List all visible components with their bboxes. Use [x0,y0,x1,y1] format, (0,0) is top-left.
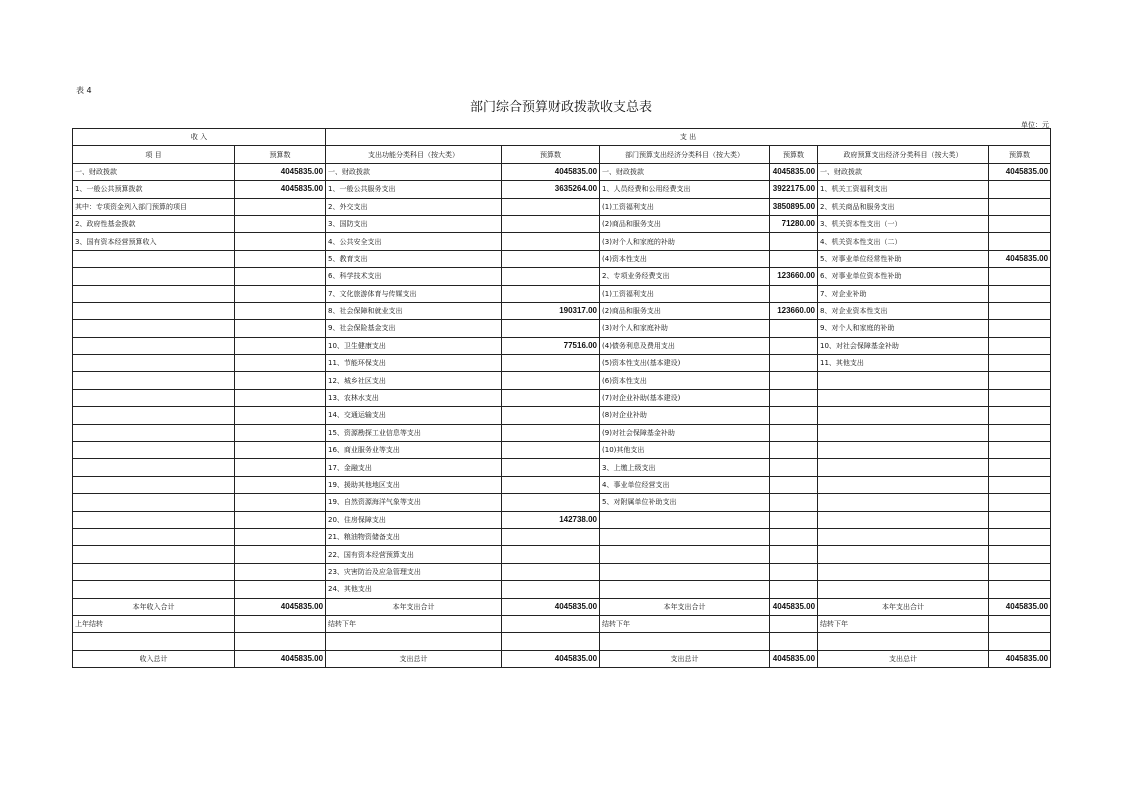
item-cell: 23、灾害防治及应急管理支出 [326,563,502,580]
item-cell: 结转下年 [326,615,502,632]
amount-cell [770,285,818,302]
amount-cell [770,355,818,372]
amount-cell: 4045835.00 [989,598,1051,615]
amount-cell [502,407,600,424]
amount-cell: 123660.00 [770,268,818,285]
amount-cell [770,250,818,267]
amount-cell [235,581,326,598]
blank-row [73,633,1051,650]
item-cell: 8、社会保障和就业支出 [326,302,502,319]
amount-cell [989,372,1051,389]
item-cell [73,528,235,545]
col-header-dept-econ: 部门预算支出经济分类科目（按大类） [600,146,770,163]
header-columns-row [73,146,1051,163]
amount-cell [989,511,1051,528]
amount-cell [989,233,1051,250]
header-group-row [73,129,1051,146]
empty-cell [989,633,1051,650]
amount-cell [235,459,326,476]
amount-cell [235,528,326,545]
amount-cell [235,250,326,267]
item-cell: 本年支出合计 [818,598,989,615]
item-cell [600,511,770,528]
empty-cell [770,633,818,650]
item-cell: 7、对企业补助 [818,285,989,302]
item-cell: 一、财政拨款 [73,163,235,180]
amount-cell [502,268,600,285]
amount-cell: 4045835.00 [770,598,818,615]
amount-cell [235,372,326,389]
item-cell: 2、政府性基金拨款 [73,215,235,232]
item-cell: 一、财政拨款 [600,163,770,180]
amount-cell [770,320,818,337]
amount-cell [989,181,1051,198]
amount-cell [502,459,600,476]
item-cell [73,320,235,337]
item-cell [73,476,235,493]
amount-cell: 4045835.00 [502,598,600,615]
amount-cell [989,615,1051,632]
amount-cell [989,424,1051,441]
table-row [73,372,1051,389]
item-cell: 结转下年 [600,615,770,632]
amount-cell [502,250,600,267]
item-cell: 6、对事业单位资本性补助 [818,268,989,285]
item-cell: 支出总计 [326,650,502,667]
empty-cell [502,633,600,650]
item-cell: (5)资本性支出(基本建设) [600,355,770,372]
amount-cell: 4045835.00 [770,163,818,180]
amount-cell: 4045835.00 [235,181,326,198]
item-cell [73,563,235,580]
amount-cell [989,337,1051,354]
page-title: 部门综合预算财政拨款收支总表 [469,100,652,115]
amount-cell [502,424,600,441]
amount-cell [989,198,1051,215]
table-row [73,528,1051,545]
amount-cell [989,442,1051,459]
amount-cell [235,511,326,528]
amount-cell [989,494,1051,511]
table-row [73,442,1051,459]
income-header: 收 入 [73,129,326,146]
amount-cell [235,268,326,285]
empty-cell [235,633,326,650]
amount-cell: 123660.00 [770,302,818,319]
amount-cell: 142738.00 [502,511,600,528]
item-cell: 1、一般公共服务支出 [326,181,502,198]
amount-cell [235,407,326,424]
col-header-amount: 预算数 [235,146,326,163]
amount-cell [235,215,326,232]
item-cell [73,511,235,528]
amount-cell [770,511,818,528]
table-row [73,476,1051,493]
amount-cell [502,389,600,406]
item-cell [600,581,770,598]
empty-cell [326,633,502,650]
item-cell: 16、商业服务业等支出 [326,442,502,459]
amount-cell [989,268,1051,285]
item-cell: 3、机关资本性支出（一） [818,215,989,232]
amount-cell [502,215,600,232]
table-row [73,511,1051,528]
col-header-item: 项 目 [73,146,235,163]
item-cell: 上年结转 [73,615,235,632]
amount-cell [502,442,600,459]
amount-cell [235,494,326,511]
amount-cell [502,476,600,493]
item-cell [818,528,989,545]
amount-cell [235,233,326,250]
col-header-function: 支出功能分类科目（按大类） [326,146,502,163]
amount-cell: 4045835.00 [502,163,600,180]
table-row [73,198,1051,215]
amount-cell [502,372,600,389]
item-cell: (4)债务利息及费用支出 [600,337,770,354]
item-cell [73,442,235,459]
grand-total-row [73,650,1051,667]
amount-cell [770,546,818,563]
amount-cell: 4045835.00 [989,650,1051,667]
item-cell: 10、卫生健康支出 [326,337,502,354]
item-cell [73,355,235,372]
col-header-amount: 预算数 [502,146,600,163]
amount-cell: 4045835.00 [770,650,818,667]
item-cell: (4)资本性支出 [600,250,770,267]
amount-cell [502,563,600,580]
item-cell [73,250,235,267]
item-cell: 14、交通运输支出 [326,407,502,424]
table-row [73,563,1051,580]
item-cell: 11、其他支出 [818,355,989,372]
item-cell [73,372,235,389]
table-row [73,250,1051,267]
item-cell: (1)工资福利支出 [600,285,770,302]
item-cell [73,407,235,424]
item-cell [818,546,989,563]
item-cell: 3、国防支出 [326,215,502,232]
col-header-amount: 预算数 [770,146,818,163]
amount-cell [770,372,818,389]
item-cell: 9、社会保险基金支出 [326,320,502,337]
amount-cell [989,285,1051,302]
item-cell: (2)商品和服务支出 [600,302,770,319]
item-cell [73,546,235,563]
table-row [73,320,1051,337]
amount-cell [502,615,600,632]
amount-cell [770,389,818,406]
amount-cell [770,615,818,632]
amount-cell [989,320,1051,337]
item-cell [818,581,989,598]
amount-cell [770,494,818,511]
amount-cell [770,424,818,441]
item-cell: 24、其他支出 [326,581,502,598]
amount-cell [770,233,818,250]
item-cell: 8、对企业资本性支出 [818,302,989,319]
amount-cell [235,355,326,372]
item-cell: 19、自然资源海洋气象等支出 [326,494,502,511]
item-cell: 15、资源勘探工业信息等支出 [326,424,502,441]
amount-cell [989,476,1051,493]
table-row [73,389,1051,406]
item-cell [73,302,235,319]
amount-cell: 3922175.00 [770,181,818,198]
amount-cell [989,563,1051,580]
item-cell: 支出总计 [818,650,989,667]
item-cell: (7)对企业补助(基本建设) [600,389,770,406]
item-cell: 支出总计 [600,650,770,667]
table-row [73,337,1051,354]
item-cell [818,389,989,406]
amount-cell [502,285,600,302]
item-cell: 本年支出合计 [326,598,502,615]
item-cell: 13、农林水支出 [326,389,502,406]
amount-cell [770,581,818,598]
item-cell: 21、粮油物资储备支出 [326,528,502,545]
item-cell: 本年收入合计 [73,598,235,615]
item-cell [73,459,235,476]
unit-label: 单位：元 [1021,121,1049,129]
item-cell: 一、财政拨款 [818,163,989,180]
item-cell: 本年支出合计 [600,598,770,615]
item-cell: 20、住房保障支出 [326,511,502,528]
amount-cell [770,442,818,459]
item-cell: (1)工资福利支出 [600,198,770,215]
item-cell: 2、专项业务经费支出 [600,268,770,285]
amount-cell [235,337,326,354]
item-cell: 其中：专项资金列入部门预算的项目 [73,198,235,215]
table-row [73,459,1051,476]
amount-cell [989,459,1051,476]
item-cell: (2)商品和服务支出 [600,215,770,232]
table-number: 表 4 [76,86,92,95]
amount-cell [235,389,326,406]
item-cell [73,581,235,598]
item-cell: (6)资本性支出 [600,372,770,389]
item-cell: 3、上缴上级支出 [600,459,770,476]
col-header-gov-econ: 政府预算支出经济分类科目（按大类） [818,146,989,163]
item-cell [600,528,770,545]
amount-cell [235,198,326,215]
empty-cell [73,633,235,650]
item-cell: 结转下年 [818,615,989,632]
item-cell: 4、公共安全支出 [326,233,502,250]
item-cell [818,476,989,493]
amount-cell [770,407,818,424]
item-cell [600,546,770,563]
item-cell: (9)对社会保障基金补助 [600,424,770,441]
amount-cell [770,528,818,545]
amount-cell [502,355,600,372]
amount-cell [235,320,326,337]
amount-cell [502,233,600,250]
amount-cell [235,563,326,580]
table-row [73,181,1051,198]
item-cell: 4、事业单位经营支出 [600,476,770,493]
item-cell: 6、科学技术支出 [326,268,502,285]
table-row [73,494,1051,511]
item-cell: (3)对个人和家庭补助 [600,320,770,337]
amount-cell: 4045835.00 [989,163,1051,180]
amount-cell [235,442,326,459]
item-cell: 3、国有资本经营预算收入 [73,233,235,250]
amount-cell [989,581,1051,598]
item-cell [818,424,989,441]
amount-cell [502,528,600,545]
item-cell [73,285,235,302]
item-cell: 2、机关商品和服务支出 [818,198,989,215]
amount-cell: 4045835.00 [235,163,326,180]
col-header-amount: 预算数 [989,146,1051,163]
table-row [73,407,1051,424]
table-row [73,424,1051,441]
table-row [73,302,1051,319]
item-cell: 12、城乡社区支出 [326,372,502,389]
amount-cell [989,407,1051,424]
amount-cell [502,546,600,563]
empty-cell [818,633,989,650]
table-row [73,268,1051,285]
amount-cell [502,320,600,337]
item-cell [600,563,770,580]
item-cell: 11、节能环保支出 [326,355,502,372]
amount-cell [989,389,1051,406]
item-cell: 9、对个人和家庭的补助 [818,320,989,337]
amount-cell: 77516.00 [502,337,600,354]
table-row [73,581,1051,598]
amount-cell [235,424,326,441]
amount-cell: 4045835.00 [989,250,1051,267]
amount-cell [235,546,326,563]
amount-cell [235,302,326,319]
item-cell: 17、金融支出 [326,459,502,476]
amount-cell [502,198,600,215]
item-cell: 19、援助其他地区支出 [326,476,502,493]
item-cell: 5、教育支出 [326,250,502,267]
item-cell [73,389,235,406]
table-row [73,285,1051,302]
amount-cell [989,528,1051,545]
item-cell [818,442,989,459]
item-cell [818,372,989,389]
amount-cell [235,285,326,302]
amount-cell [989,302,1051,319]
item-cell [818,494,989,511]
item-cell: (3)对个人和家庭的补助 [600,233,770,250]
item-cell: 10、对社会保障基金补助 [818,337,989,354]
amount-cell [235,615,326,632]
item-cell: 4、机关资本性支出（二） [818,233,989,250]
item-cell: 1、机关工资福利支出 [818,181,989,198]
amount-cell [502,581,600,598]
item-cell [73,494,235,511]
item-cell [818,563,989,580]
amount-cell [502,494,600,511]
amount-cell [235,476,326,493]
item-cell: 1、一般公共预算拨款 [73,181,235,198]
amount-cell [989,546,1051,563]
amount-cell: 190317.00 [502,302,600,319]
item-cell [818,511,989,528]
amount-cell: 4045835.00 [502,650,600,667]
empty-cell [600,633,770,650]
item-cell [73,337,235,354]
item-cell: 2、外交支出 [326,198,502,215]
item-cell [818,459,989,476]
table-row [73,233,1051,250]
table-row [73,163,1051,180]
amount-cell [770,459,818,476]
amount-cell [989,215,1051,232]
item-cell: 5、对附属单位补助支出 [600,494,770,511]
item-cell: 22、国有资本经营预算支出 [326,546,502,563]
amount-cell: 4045835.00 [235,650,326,667]
item-cell: 1、人员经费和公用经费支出 [600,181,770,198]
amount-cell: 3635264.00 [502,181,600,198]
amount-cell [770,476,818,493]
item-cell: 一、财政拨款 [326,163,502,180]
carry-row [73,615,1051,632]
item-cell: 5、对事业单位经常性补助 [818,250,989,267]
item-cell [73,424,235,441]
expense-header: 支 出 [326,129,1051,146]
amount-cell [770,563,818,580]
item-cell [73,268,235,285]
amount-cell [770,337,818,354]
table-row [73,546,1051,563]
item-cell: 收入总计 [73,650,235,667]
item-cell: 7、文化旅游体育与传媒支出 [326,285,502,302]
table-row [73,355,1051,372]
item-cell: (10)其他支出 [600,442,770,459]
item-cell: (8)对企业补助 [600,407,770,424]
amount-cell: 71280.00 [770,215,818,232]
total-year-row [73,598,1051,615]
amount-cell [989,355,1051,372]
item-cell [818,407,989,424]
amount-cell: 3850895.00 [770,198,818,215]
budget-table [72,128,1051,668]
table-row [73,215,1051,232]
amount-cell: 4045835.00 [235,598,326,615]
